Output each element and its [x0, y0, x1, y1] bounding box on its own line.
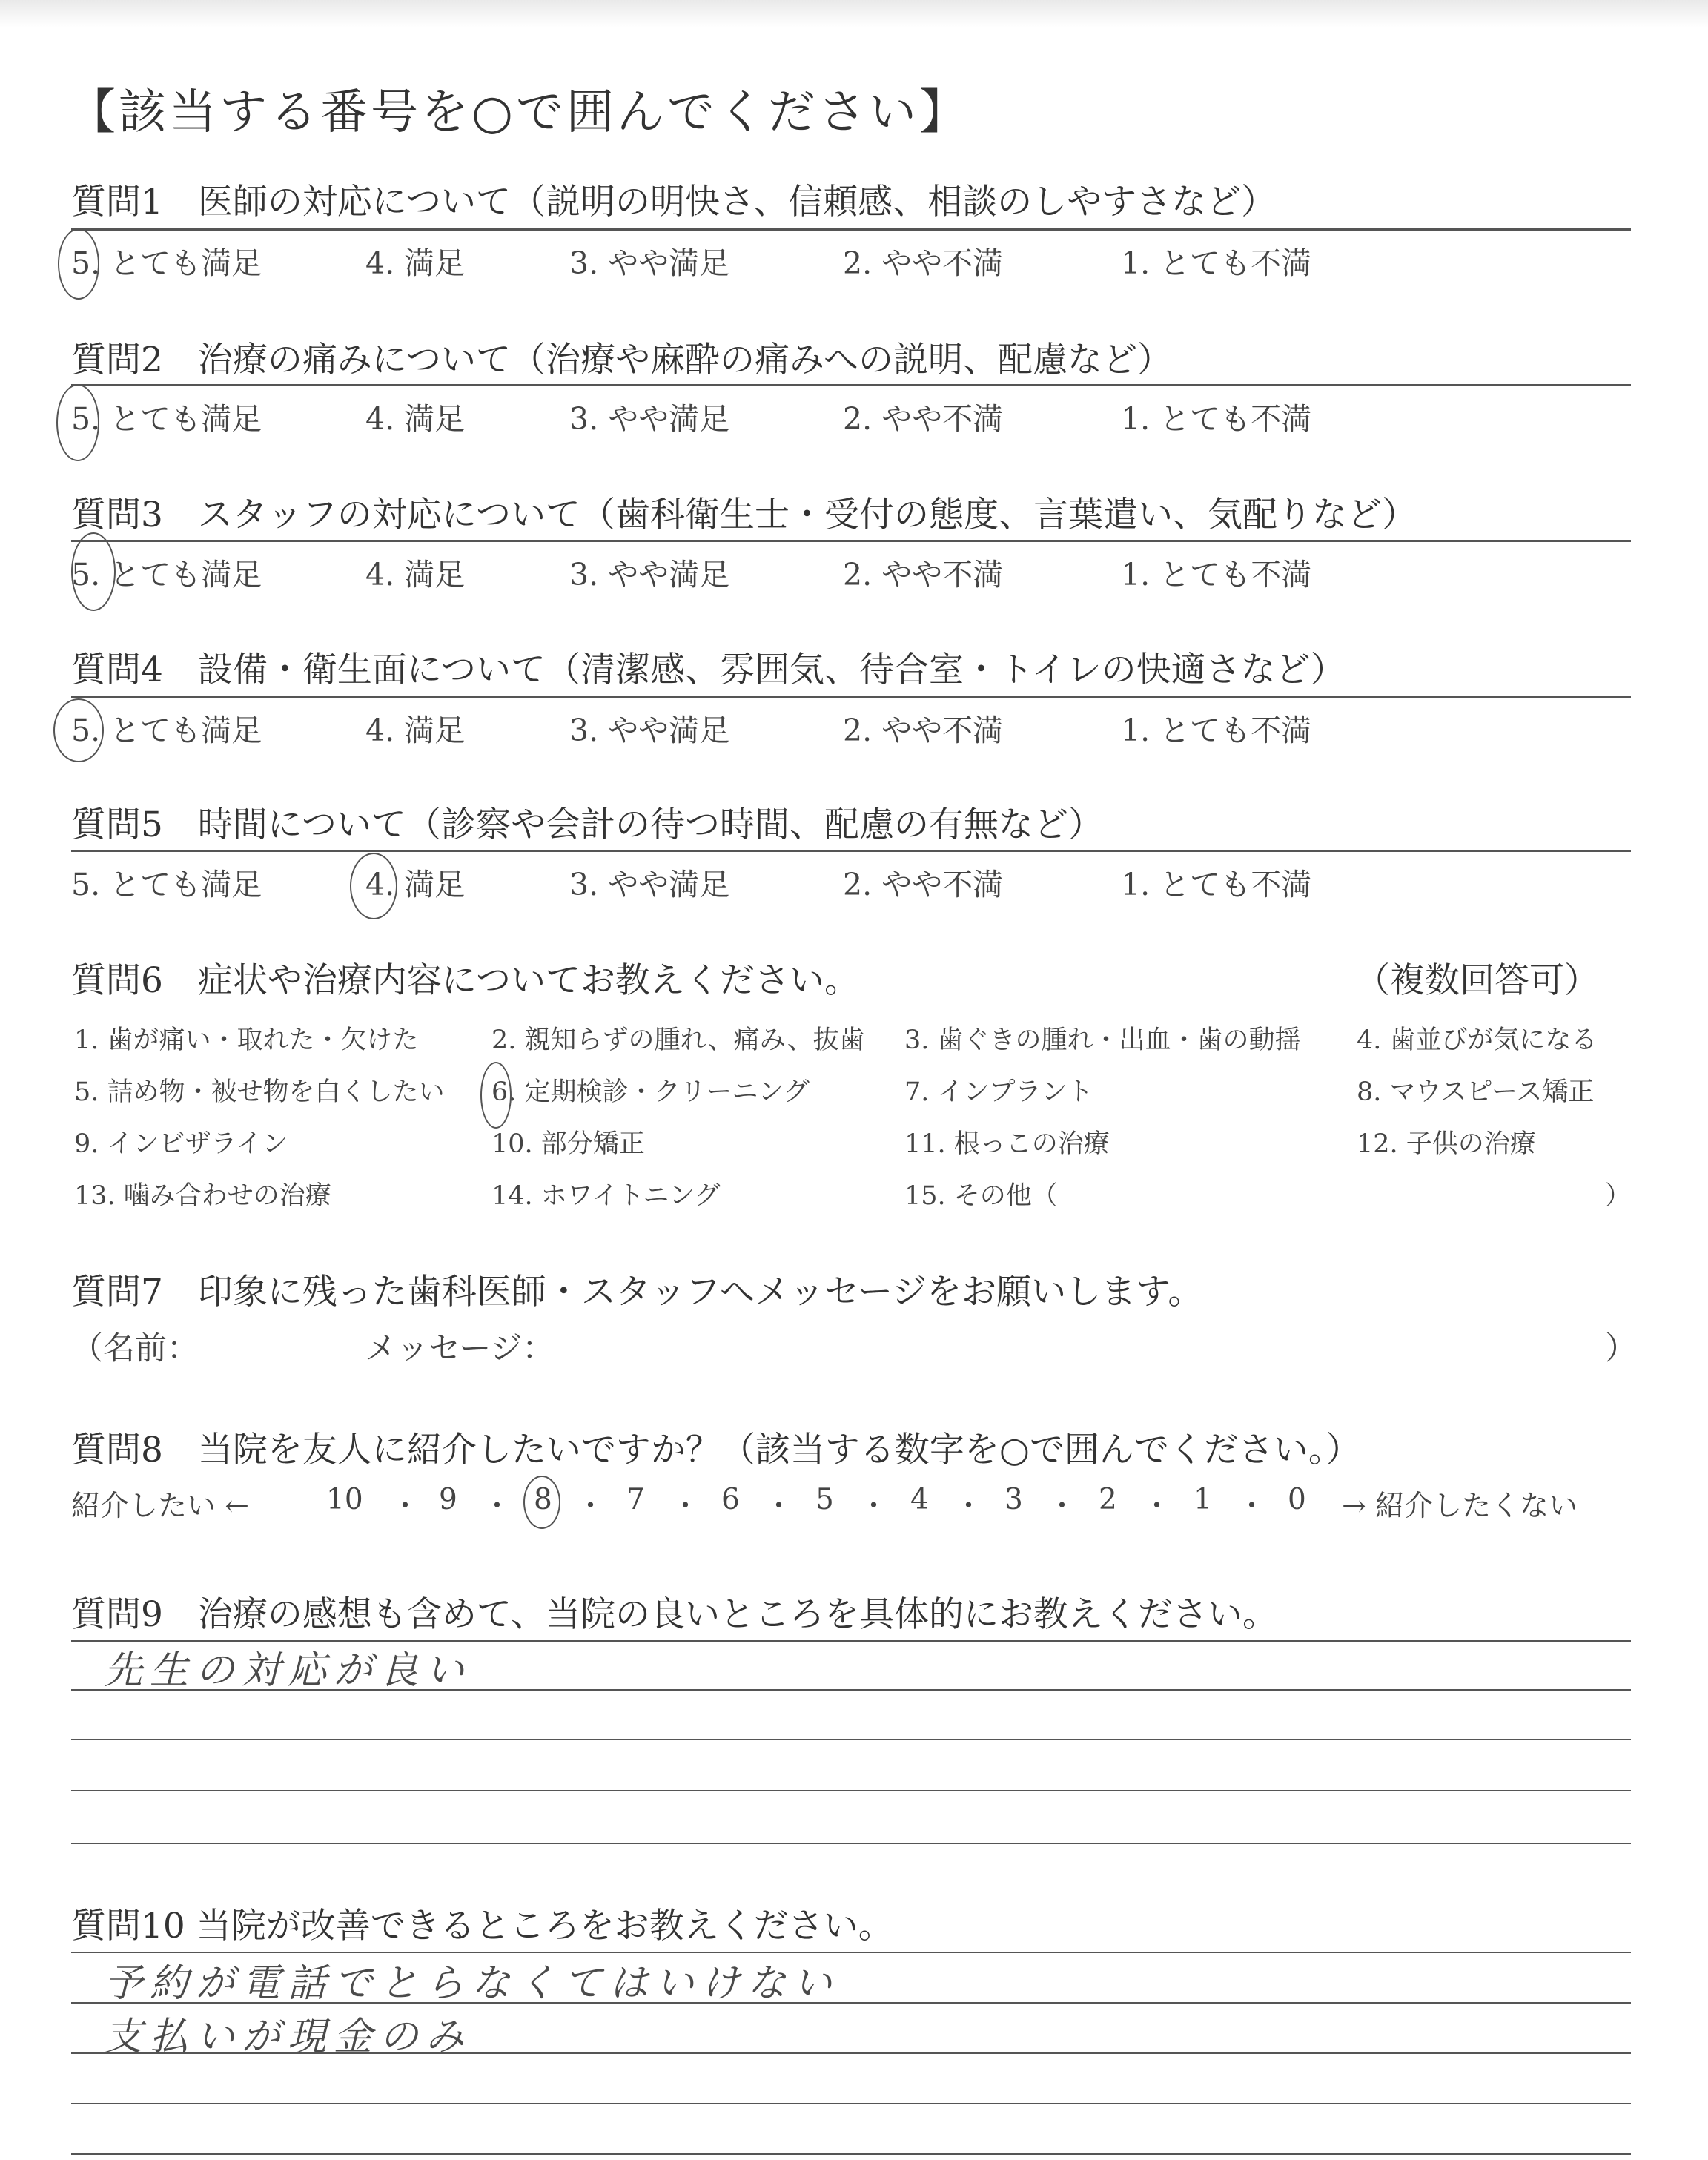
symptom-option[interactable]: 5. 詰め物・被せ物を白くしたい	[74, 1077, 445, 1107]
question-10-title: 質問10 当院が改善できるところをお教えください。	[71, 1906, 893, 1946]
symptom-option[interactable]: 6. 定期検診・クリーニング	[491, 1077, 810, 1107]
score-4[interactable]: 4	[910, 1483, 929, 1516]
answer-line	[71, 2153, 1631, 2155]
multiple-answers-note: （複数回答可）	[1355, 960, 1599, 1001]
score-1[interactable]: 1	[1194, 1483, 1212, 1516]
other-close-paren: ）	[1605, 1181, 1632, 1211]
recommend-label: 紹介したい ←	[71, 1490, 250, 1523]
option-1[interactable]: 1. とても不満	[1121, 867, 1312, 902]
not-recommend-label: → 紹介したくない	[1342, 1490, 1578, 1523]
option-1[interactable]: 1. とても不満	[1121, 245, 1312, 281]
option-2[interactable]: 2. やや不満	[843, 713, 1004, 748]
form-heading: 【該当する番号を○で囲んでください】	[68, 85, 970, 140]
score-5[interactable]: 5	[815, 1483, 834, 1516]
handwritten-answer: 先生の対応が良い	[104, 1648, 472, 1693]
handwritten-answer: 支払いが現金のみ	[104, 2015, 472, 2059]
question-5-rule	[71, 850, 1631, 852]
message-close-paren: ）	[1605, 1330, 1637, 1367]
symptom-option[interactable]: 8. マウスピース矯正	[1357, 1077, 1595, 1107]
question-3-rule	[71, 540, 1631, 542]
symptom-option[interactable]: 4. 歯並びが気になる	[1357, 1025, 1598, 1055]
option-3[interactable]: 3. やや満足	[569, 713, 730, 748]
score-separator: ・	[391, 1490, 420, 1523]
score-2[interactable]: 2	[1099, 1483, 1117, 1516]
symptom-option[interactable]: 11. 根っこの治療	[904, 1129, 1110, 1159]
selection-circle	[350, 853, 397, 919]
question-1-title: 質問1 医師の対応について（説明の明快さ、信頼感、相談のしやすさなど）	[71, 182, 1277, 222]
question-4-rule	[71, 696, 1631, 698]
option-5[interactable]: 5. とても満足	[71, 713, 262, 748]
score-0[interactable]: 0	[1288, 1483, 1306, 1516]
question-8-title: 質問8 当院を友人に紹介したいですか？（該当する数字を○で囲んでください。）	[71, 1430, 1361, 1470]
selection-circle	[523, 1476, 560, 1529]
question-5-title: 質問5 時間について（診察や会計の待つ時間、配慮の有無など）	[71, 805, 1103, 845]
question-9-title: 質問9 治療の感想も含めて、当院の良いところを具体的にお教えください。	[71, 1594, 1277, 1635]
option-1[interactable]: 1. とても不満	[1121, 557, 1312, 592]
name-field-label: （名前：	[71, 1330, 199, 1367]
symptom-option[interactable]: 13. 噛み合わせの治療	[74, 1181, 331, 1211]
option-4[interactable]: 4. 満足	[365, 557, 466, 592]
option-5[interactable]: 5. とても満足	[71, 557, 262, 592]
score-9[interactable]: 9	[439, 1483, 457, 1516]
selection-circle	[56, 384, 99, 461]
symptom-option[interactable]: 7. インプラント	[904, 1077, 1093, 1107]
option-1[interactable]: 1. とても不満	[1121, 713, 1312, 748]
score-separator: ・	[576, 1490, 606, 1523]
question-6-title: 質問6 症状や治療内容についてお教えください。	[71, 960, 859, 1001]
option-4[interactable]: 4. 満足	[365, 401, 466, 437]
question-7-title: 質問7 印象に残った歯科医師・スタッフへメッセージをお願いします。	[71, 1272, 1203, 1312]
symptom-option-other[interactable]: 15. その他（	[904, 1181, 1058, 1211]
option-5[interactable]: 5. とても満足	[71, 401, 262, 437]
message-field[interactable]	[549, 1324, 1586, 1361]
score-separator: ・	[1237, 1490, 1267, 1523]
score-separator: ・	[1047, 1490, 1077, 1523]
question-2-title: 質問2 治療の痛みについて（治療や麻酔の痛みへの説明、配慮など）	[71, 340, 1173, 380]
question-3-title: 質問3 スタッフの対応について（歯科衛生士・受付の態度、言葉遣い、気配りなど）	[71, 495, 1417, 535]
option-4[interactable]: 4. 満足	[365, 867, 466, 902]
score-separator: ・	[954, 1490, 984, 1523]
selection-circle	[58, 228, 99, 300]
symptom-option[interactable]: 14. ホワイトニング	[491, 1181, 721, 1211]
handwritten-answer: 予約が電話でとらなくてはいけない	[104, 1961, 840, 2006]
symptom-option[interactable]: 1. 歯が痛い・取れた・欠けた	[74, 1025, 419, 1055]
score-6[interactable]: 6	[721, 1483, 740, 1516]
scan-edge	[0, 0, 1708, 28]
name-field[interactable]	[178, 1324, 348, 1361]
question-4-title: 質問4 設備・衛生面について（清潔感、雰囲気、待合室・トイレの快適さなど）	[71, 650, 1345, 690]
symptom-option[interactable]: 12. 子供の治療	[1357, 1129, 1536, 1159]
selection-circle	[71, 532, 116, 611]
option-3[interactable]: 3. やや満足	[569, 245, 730, 281]
question-2-rule	[71, 384, 1631, 386]
option-2[interactable]: 2. やや不満	[843, 245, 1004, 281]
selection-circle	[480, 1062, 512, 1129]
score-separator: ・	[671, 1490, 701, 1523]
symptom-option[interactable]: 3. 歯ぐきの腫れ・出血・歯の動揺	[904, 1025, 1301, 1055]
message-field-label: メッセージ：	[365, 1330, 555, 1367]
answer-line	[71, 1843, 1631, 1844]
symptom-option[interactable]: 2. 親知らずの腫れ、痛み、抜歯	[491, 1025, 865, 1055]
option-4[interactable]: 4. 満足	[365, 713, 466, 748]
question-1-rule	[71, 228, 1631, 231]
option-3[interactable]: 3. やや満足	[569, 557, 730, 592]
selection-circle	[53, 698, 104, 762]
answer-line	[71, 1790, 1631, 1791]
score-10[interactable]: 10	[326, 1483, 363, 1516]
option-2[interactable]: 2. やや不満	[843, 401, 1004, 437]
answer-line	[71, 2103, 1631, 2104]
option-2[interactable]: 2. やや不満	[843, 557, 1004, 592]
symptom-option[interactable]: 9. インビザライン	[74, 1129, 288, 1159]
option-1[interactable]: 1. とても不満	[1121, 401, 1312, 437]
answer-line	[71, 1739, 1631, 1740]
option-2[interactable]: 2. やや不満	[843, 867, 1004, 902]
option-3[interactable]: 3. やや満足	[569, 867, 730, 902]
symptom-option[interactable]: 10. 部分矯正	[491, 1129, 645, 1159]
option-3[interactable]: 3. やや満足	[569, 401, 730, 437]
option-4[interactable]: 4. 満足	[365, 245, 466, 281]
option-5[interactable]: 5. とても満足	[71, 867, 262, 902]
score-7[interactable]: 7	[626, 1483, 645, 1516]
score-separator: ・	[483, 1490, 512, 1523]
score-separator: ・	[1142, 1490, 1172, 1523]
score-3[interactable]: 3	[1004, 1483, 1023, 1516]
score-8[interactable]: 8	[534, 1483, 552, 1516]
score-separator: ・	[859, 1490, 889, 1523]
option-5[interactable]: 5. とても満足	[71, 245, 262, 281]
score-separator: ・	[764, 1490, 794, 1523]
